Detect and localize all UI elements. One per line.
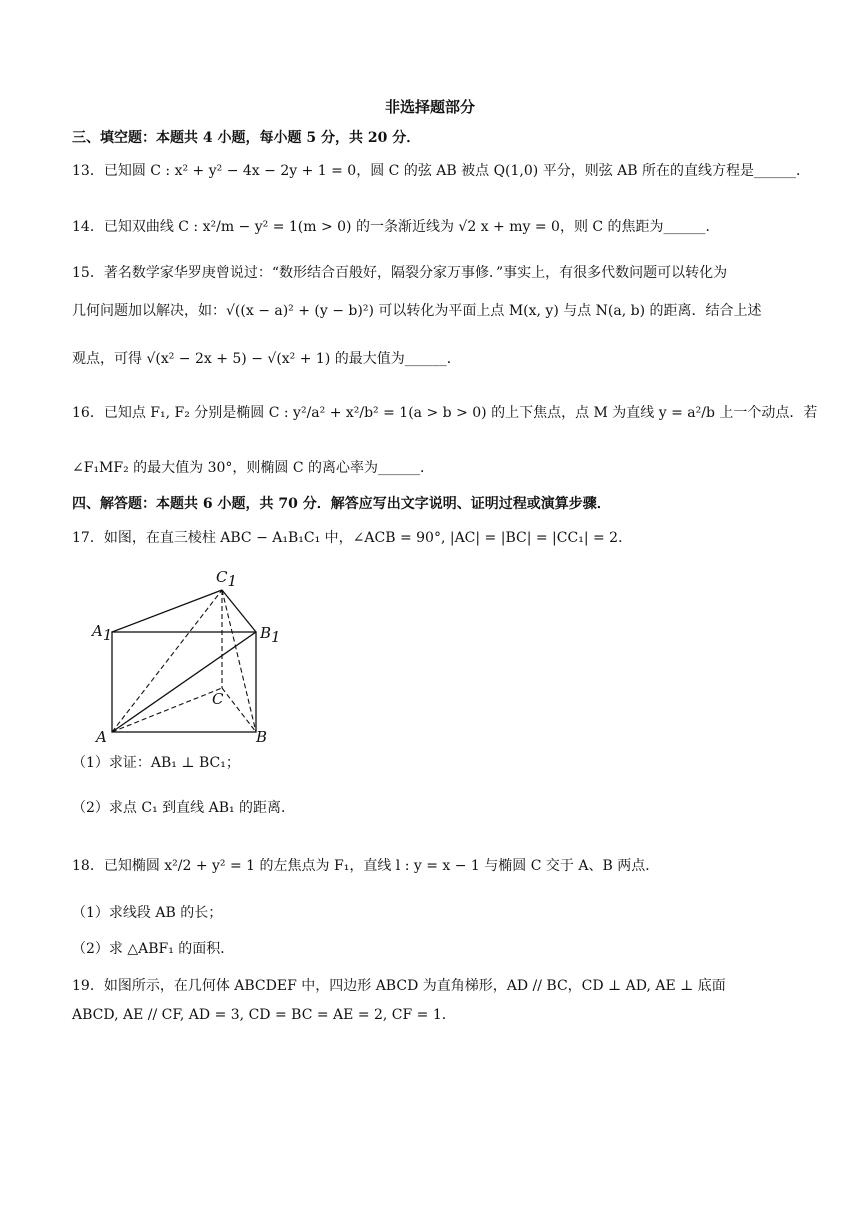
question-19-line-2: ABCD, AE // CF, AD = 3, CD = BC = AE = 2, CF = 1． bbox=[72, 1007, 456, 1023]
edge-c1-b1 bbox=[222, 590, 256, 632]
label-a1: A1 bbox=[92, 622, 113, 644]
prism-hidden-edges bbox=[112, 590, 256, 732]
question-15-line-2: 几何问题加以解决，如：√((x − a)² + (y − b)²) 可以转化为平面上点 M(x, y) 与点 N(a, b) 的距离．结合上述 bbox=[72, 303, 762, 319]
part3-heading: 三、填空题：本题共 4 小题，每小题 5 分，共 20 分． bbox=[72, 130, 421, 146]
label-c: C bbox=[212, 690, 224, 708]
question-18-part-2: （2）求 △ABF₁ 的面积． bbox=[72, 941, 235, 957]
question-18: 18．已知椭圆 x²/2 + y² = 1 的左焦点为 F₁，直线 l : y = x − 1 与椭圆 C 交于 A、B 两点． bbox=[72, 858, 660, 874]
section-title: 非选择题部分 bbox=[384, 98, 475, 116]
label-c1: C1 bbox=[216, 568, 238, 590]
prism-solid-edges bbox=[112, 590, 256, 732]
prism-figure bbox=[88, 566, 288, 746]
label-b: B bbox=[256, 728, 268, 746]
question-13: 13．已知圆 C : x² + y² − 4x − 2y + 1 = 0，圆 C 的弦 AB 被点 Q(1,0) 平分，则弦 AB 所在的直线方程是______． bbox=[72, 163, 810, 179]
part4-heading: 四、解答题：本题共 6 小题，共 70 分．解答应写出文字说明、证明过程或演算步骤． bbox=[72, 496, 611, 512]
question-16-line-1: 16．已知点 F₁, F₂ 分别是椭圆 C : y²/a² + x²/b² = 1(a > b > 0) 的上下焦点，点 M 为直线 y = a²/b 上一个动点．若 bbox=[72, 405, 818, 421]
question-15-line-3: 观点，可得 √(x² − 2x + 5) − √(x² + 1) 的最大值为______． bbox=[72, 351, 461, 367]
label-a: A bbox=[96, 728, 107, 746]
label-b1: B1 bbox=[260, 624, 281, 646]
question-18-part-1: （1）求线段 AB 的长； bbox=[72, 905, 223, 921]
question-17-part-2: （2）求点 C₁ 到直线 AB₁ 的距离． bbox=[72, 800, 296, 816]
question-17: 17．如图，在直三棱柱 ABC − A₁B₁C₁ 中，∠ACB = 90°, |AC| = |BC| = |CC₁| = 2． bbox=[72, 530, 633, 546]
question-16-line-2: ∠F₁MF₂ 的最大值为 30°，则椭圆 C 的离心率为______． bbox=[72, 460, 435, 476]
question-15-line-1: 15．著名数学家华罗庚曾说过：“数形结合百般好，隔裂分家万事修．”事实上，有很多代数问题可以转化为 bbox=[72, 265, 728, 281]
edge-a-b1 bbox=[112, 632, 256, 732]
question-17-part-1: （1）求证：AB₁ ⊥ BC₁； bbox=[72, 755, 240, 771]
question-19-line-1: 19．如图所示，在几何体 ABCDEF 中，四边形 ABCD 为直角梯形，AD // BC，CD ⊥ AD, AE ⊥ 底面 bbox=[72, 978, 726, 994]
question-14: 14．已知双曲线 C : x²/m − y² = 1(m > 0) 的一条渐近线为 √2 x + my = 0，则 C 的焦距为______． bbox=[72, 219, 720, 235]
